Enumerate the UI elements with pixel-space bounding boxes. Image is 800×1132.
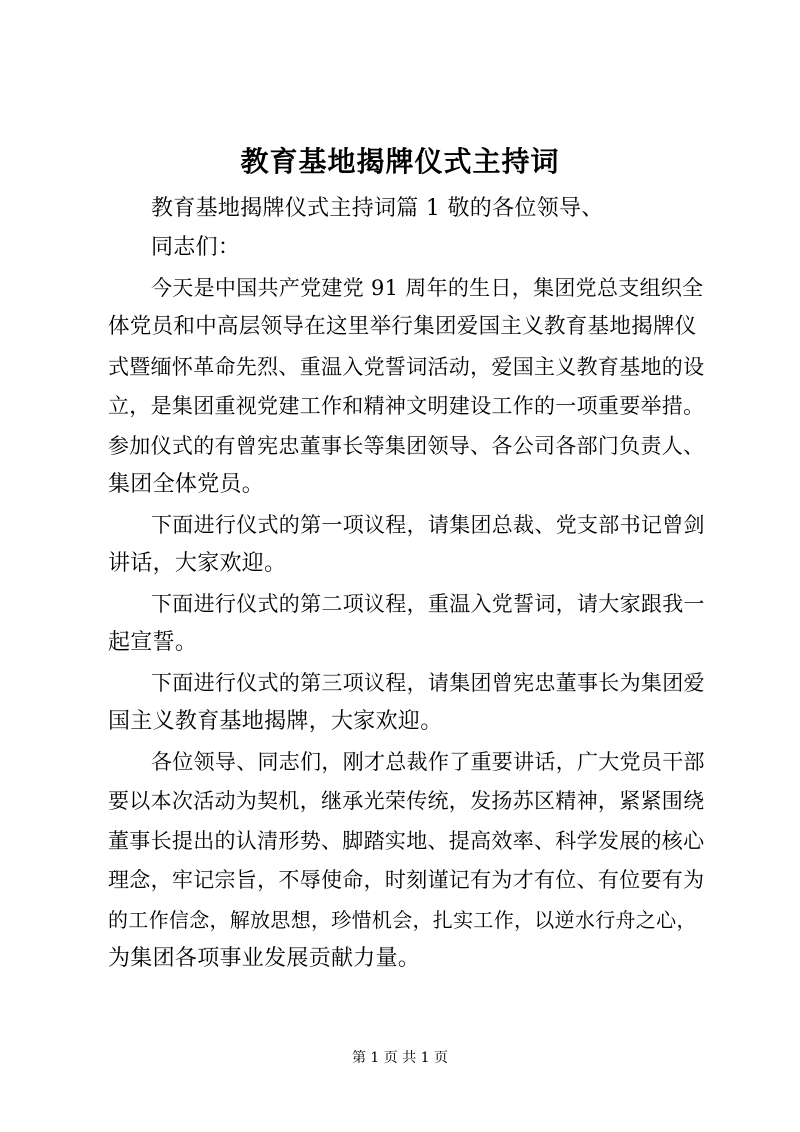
- page-footer: 第 1 页 共 1 页: [351, 1050, 449, 1066]
- paragraph-line: 立，是集团重视党建工作和精神文明建设工作的一项重要举措。: [108, 394, 705, 418]
- paragraph-line: 下面进行仪式的第一项议程，请集团总裁、党支部书记曾剑: [151, 513, 705, 537]
- paragraph-line: 各位领导、同志们，刚才总裁作了重要讲话，广大党员干部: [151, 750, 705, 774]
- paragraph-line: 下面进行仪式的第三项议程，请集团曾宪忠董事长为集团爱: [151, 671, 705, 695]
- paragraph-line: 的工作信念，解放思想，珍惜机会，扎实工作，以逆水行舟之心，: [108, 908, 697, 932]
- paragraph-line: 下面进行仪式的第二项议程，重温入党誓词，请大家跟我一: [151, 592, 705, 616]
- paragraph-line: 教育基地揭牌仪式主持词篇 1 敬的各位领导、: [151, 196, 604, 221]
- paragraph-line: 理念，牢记宗旨，不辱使命，时刻谨记有为才有位、有位要有为: [108, 868, 705, 892]
- paragraph-line: 董事长提出的认清形势、脚踏实地、提高效率、科学发展的核心: [108, 829, 705, 853]
- paragraph-line: 今天是中国共产党建党 91 周年的生日，集团党总支组织全: [151, 276, 704, 300]
- paragraph-line: 起宣誓。: [108, 630, 198, 655]
- paragraph-line: 讲话，大家欢迎。: [108, 551, 287, 576]
- paragraph-line: 为集团各项事业发展贡献力量。: [108, 946, 421, 971]
- paragraph-line: 国主义教育基地揭牌，大家欢迎。: [108, 709, 443, 734]
- paragraph-line: 要以本次活动为契机，继承光荣传统，发扬苏区精神，紧紧围绕: [108, 789, 705, 813]
- paragraph-line: 体党员和中高层领导在这里举行集团爱国主义教育基地揭牌仪: [108, 314, 697, 339]
- paragraph-line: 同志们：: [151, 235, 241, 260]
- paragraph-line: 集团全体党员。: [108, 472, 265, 497]
- document-title: 教育基地揭牌仪式主持词: [240, 145, 560, 178]
- paragraph-line: 式暨缅怀革命先烈、重温入党誓词活动，爱国主义教育基地的设: [108, 355, 705, 379]
- paragraph-line: 参加仪式的有曾宪忠董事长等集团领导、各公司各部门负责人、: [108, 434, 705, 458]
